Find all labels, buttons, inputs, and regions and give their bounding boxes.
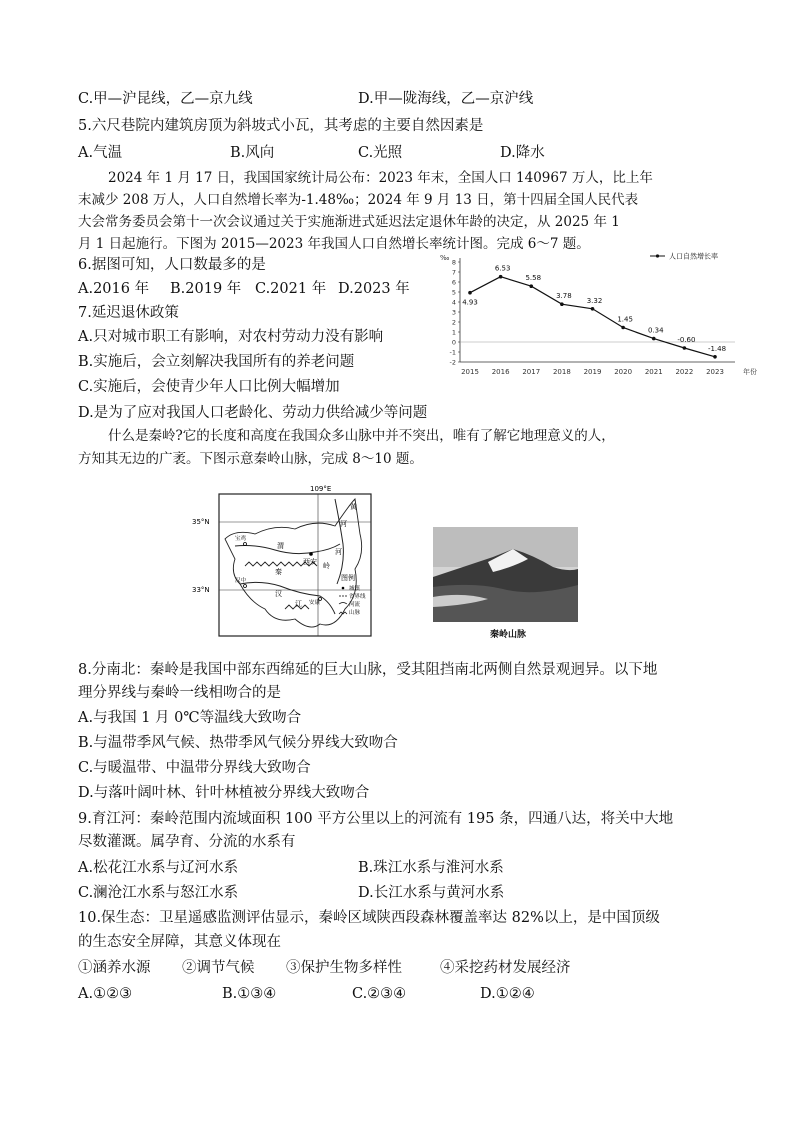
map-lat-35-label: 35°N xyxy=(192,518,210,526)
map-label: 岭 xyxy=(323,562,330,570)
data-point xyxy=(529,284,533,288)
mountain-photo-illustration xyxy=(433,527,578,622)
q7-option-a: A.只对城市职工有影响，对农村劳动力没有影响 xyxy=(78,329,384,345)
q5-option-a: A.气温 xyxy=(78,145,123,161)
x-tick-label: 2015 xyxy=(461,368,479,376)
data-label: 5.58 xyxy=(525,274,542,283)
q5-stem: 5.六尺巷院内建筑房顶为斜坡式小瓦，其考虑的主要自然因素是 xyxy=(78,118,484,134)
q9-option-c: C.澜沧江水系与怒江水系 xyxy=(78,885,239,901)
q8-option-a: A.与我国 1 月 0℃等温线大致吻合 xyxy=(78,710,302,726)
data-point xyxy=(499,275,503,279)
q5-option-b: B.风向 xyxy=(230,145,275,161)
x-tick-label: 2018 xyxy=(552,368,571,376)
map-longitude-label: 109°E xyxy=(310,485,332,493)
legend-marker xyxy=(656,254,659,257)
map-label: 汉 xyxy=(275,590,282,598)
map-label: 西安 xyxy=(303,558,317,566)
legend-city-icon xyxy=(342,587,345,590)
x-tick-label: 2017 xyxy=(522,368,541,376)
q9-stem: 尽数灌溉。属孕育、分流的水系有 xyxy=(78,834,296,850)
q4-option-d: D.甲—陇海线，乙—京沪线 xyxy=(358,91,534,107)
q6-option-c: C.2021 年 xyxy=(255,281,327,297)
data-label: 3.78 xyxy=(556,292,572,301)
q9-option-b: B.珠江水系与淮河水系 xyxy=(358,860,504,876)
q10-option-b: B.①③④ xyxy=(222,986,277,1002)
map-label: 秦 xyxy=(275,568,282,576)
y-tick-label: 6 xyxy=(451,278,456,287)
data-label: -1.48 xyxy=(707,344,727,353)
map-label: 汉中 xyxy=(235,578,247,584)
data-point xyxy=(621,326,625,330)
data-label: 3.32 xyxy=(586,296,603,305)
y-tick-label: 2 xyxy=(451,318,456,327)
photo-caption: 秦岭山脉 xyxy=(490,630,527,640)
q7-option-c: C.实施后，会使青少年人口比例大幅增加 xyxy=(78,379,340,395)
q10-stem: 的生态安全屏障，其意义体现在 xyxy=(78,934,281,950)
legend-item: 省界线 xyxy=(349,594,366,600)
data-label: 6.53 xyxy=(494,264,511,273)
x-tick-label: 2022 xyxy=(675,368,694,376)
qinling-map xyxy=(192,484,375,639)
q8-stem: 理分界线与秦岭一线相吻合的是 xyxy=(78,685,281,701)
legend-item: 山脉 xyxy=(349,610,361,616)
y-tick-label: 4 xyxy=(451,298,456,307)
map-label: 宝鸡 xyxy=(235,536,247,542)
legend-item: 城镇 xyxy=(349,586,361,592)
data-point xyxy=(683,346,687,350)
x-tick-label: 2021 xyxy=(644,368,663,376)
passage2-line: 方知其无边的广袤。下图示意秦岭山脉，完成 8～10 题。 xyxy=(78,451,423,467)
map-label: 黄 xyxy=(350,503,357,511)
data-label: -0.60 xyxy=(677,336,696,344)
legend-item: 河流 xyxy=(349,602,361,608)
x-tick-label: 2016 xyxy=(491,368,510,376)
q7-option-b: B.实施后，会立刻解决我国所有的养老问题 xyxy=(78,354,355,370)
city-dot xyxy=(309,552,313,556)
x-tick-label: 2019 xyxy=(583,368,602,376)
y-tick-label: 7 xyxy=(451,268,456,277)
passage1-line: 月 1 日起施行。下图为 2015—2023 年我国人口自然增长率统计图。完成 6～7 题。 xyxy=(78,236,590,252)
data-point xyxy=(591,307,595,311)
y-tick-label: 0 xyxy=(451,338,456,347)
q8-option-d: D.与落叶阔叶林、针叶林植被分界线大致吻合 xyxy=(78,785,370,801)
passage2-line: 什么是秦岭?它的长度和高度在我国众多山脉中并不突出，唯有了解它地理意义的人， xyxy=(108,428,615,444)
q5-option-c: C.光照 xyxy=(358,145,403,161)
x-tick-label: 2023 xyxy=(706,368,724,376)
data-label: 4.93 xyxy=(462,298,478,307)
q8-stem: 8.分南北：秦岭是我国中部东西绵延的巨大山脉，受其阻挡南北两侧自然景观迥异。以下地 xyxy=(78,662,658,678)
q4-option-c: C.甲—沪昆线，乙—京九线 xyxy=(78,91,253,107)
x-axis-label: 年份 xyxy=(743,368,757,376)
map-label: 渭 xyxy=(277,542,284,550)
q10-item-1: ①涵养水源 xyxy=(78,960,151,976)
map-label: 河 xyxy=(335,548,342,556)
data-point xyxy=(560,302,564,306)
map-lat-33-label: 33°N xyxy=(192,586,210,594)
map-label: 河 xyxy=(340,520,347,528)
data-point xyxy=(713,355,717,359)
map-label: 江 xyxy=(295,600,302,608)
q6-stem: 6.据图可知，人口数最多的是 xyxy=(78,257,266,273)
q10-item-2: ②调节气候 xyxy=(182,960,255,976)
y-tick-label: 3 xyxy=(451,308,456,317)
q6-option-d: D.2023 年 xyxy=(338,281,410,297)
q10-item-3: ③保护生物多样性 xyxy=(286,960,402,976)
series-line xyxy=(470,277,715,357)
population-growth-chart xyxy=(425,250,775,385)
y-axis-label: ‰ xyxy=(440,254,450,262)
y-tick-label: 1 xyxy=(451,328,456,337)
q6-option-b: B.2019 年 xyxy=(170,281,242,297)
q10-item-4: ④采挖药材发展经济 xyxy=(440,960,571,976)
data-label: 1.45 xyxy=(617,315,633,324)
map-label: 安康 xyxy=(309,600,321,606)
legend-label: 人口自然增长率 xyxy=(669,252,718,261)
q9-option-d: D.长江水系与黄河水系 xyxy=(358,885,505,901)
q10-option-c: C.②③④ xyxy=(352,986,407,1002)
y-tick-label: -2 xyxy=(449,358,456,367)
y-tick-label: 5 xyxy=(451,288,456,297)
passage1-line: 大会常务委员会第十一次会议通过关于实施渐进式延迟法定退休年龄的决定，从 2025 年 1 xyxy=(78,214,620,230)
y-tick-label: 8 xyxy=(451,258,456,267)
q10-stem: 10.保生态：卫星遥感监测评估显示，秦岭区域陕西段森林覆盖率达 82%以上，是中国顶级 xyxy=(78,910,660,926)
map-legend-title: 图例 xyxy=(341,574,355,582)
q7-stem: 7.延迟退休政策 xyxy=(78,305,179,321)
q9-option-a: A.松花江水系与辽河水系 xyxy=(78,860,239,876)
qinling-photo xyxy=(433,527,578,622)
y-tick-label: -1 xyxy=(449,348,456,357)
x-tick-label: 2020 xyxy=(614,368,633,376)
q7-option-d: D.是为了应对我国人口老龄化、劳动力供给减少等问题 xyxy=(78,405,428,421)
data-point xyxy=(468,291,472,295)
q5-option-d: D.降水 xyxy=(500,145,545,161)
q10-option-d: D.①②④ xyxy=(480,986,535,1002)
q6-option-a: A.2016 年 xyxy=(78,281,150,297)
q10-option-a: A.①②③ xyxy=(78,986,133,1002)
data-point xyxy=(652,337,656,341)
passage1-line: 2024 年 1 月 17 日，我国国家统计局公布：2023 年末，全国人口 140967 万人，比上年 xyxy=(108,170,653,186)
q8-option-c: C.与暖温带、中温带分界线大致吻合 xyxy=(78,760,311,776)
passage1-line: 末减少 208 万人，人口自然增长率为-1.48‰；2024 年 9 月 13 日，第十四届全国人民代表 xyxy=(78,192,639,208)
data-label: 0.34 xyxy=(647,326,664,335)
q9-stem: 9.育江河：秦岭范围内流域面积 100 平方公里以上的河流有 195 条，四通八达，将关中大地 xyxy=(78,811,674,827)
q8-option-b: B.与温带季风气候、热带季风气候分界线大致吻合 xyxy=(78,735,398,751)
